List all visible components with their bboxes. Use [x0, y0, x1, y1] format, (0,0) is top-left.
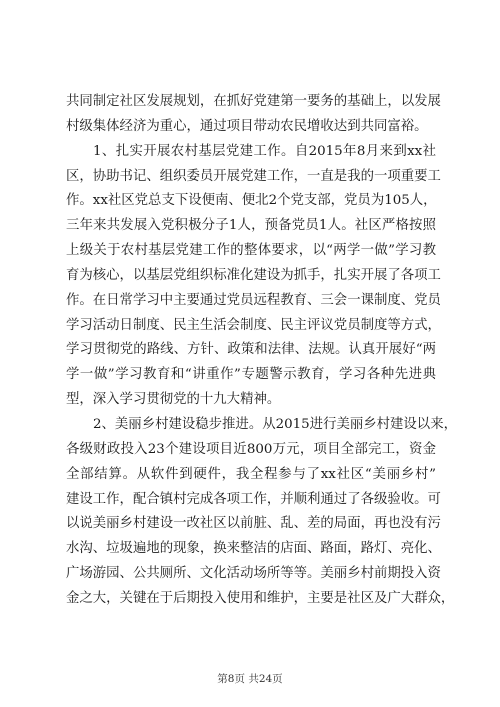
text-line: 村级集体经济为重心，通过项目带动农民增收达到共同富裕。	[66, 118, 428, 134]
text-line: 广场游园、公共厕所、文化活动场所等等。美丽乡村前期投入资	[66, 566, 441, 582]
text-line: 各级财政投入23个建设项目近800万元，项目全部完工，资金	[66, 441, 436, 457]
text-line: 学一做”学习教育和“讲重作”专题警示教育，学习各种先进典	[66, 367, 436, 383]
text-line: 水沟、垃圾遍地的现象，换来整洁的店面、路面，路灯、亮化、	[66, 541, 441, 557]
text-line: 型，深入学习贯彻党的十九大精神。	[66, 392, 281, 408]
document-body	[66, 90, 457, 612]
text-line: 共同制定社区发展规划，在抓好党建第一要务的基础上，以发展	[66, 94, 441, 109]
text-line: 作。在日常学习中主要通过党员远程教育、三会一课制度、党员	[66, 292, 441, 308]
page-footer: 第8页 共24页	[217, 673, 283, 685]
text-line: 建设工作，配合镇村完成各项工作，并顺利通过了各级验收。可	[66, 491, 441, 507]
text-line: 作。xx社区党总支下设便南、便北2个党支部，党员为105人，	[66, 193, 437, 209]
text-line: 2、美丽乡村建设稳步推进。从2015进行美丽乡村建设以来，	[93, 416, 457, 432]
text-line: 学习贯彻党的路线、方针、政策和法律、法规。认真开展好“两	[66, 342, 436, 358]
text-line: 育为核心，以基层党组织标准化建设为抓手，扎实开展了各项工	[66, 267, 441, 283]
text-line: 三年来共发展入党积极分子1人，预备党员1人。社区严格按照	[66, 218, 436, 234]
text-line: 区，协助书记、组织委员开展党建工作，一直是我的一项重要工	[66, 168, 441, 184]
text-line: 1、扎实开展农村基层党建工作。自2015年8月来到xx社	[93, 143, 436, 159]
text-line: 全部结算。从软件到硬件，我全程参与了xx社区“美丽乡村”	[66, 466, 436, 482]
text-line: 以说美丽乡村建设一改社区以前脏、乱、差的局面，再也没有污	[66, 516, 441, 532]
text-line: 金之大，关键在于后期投入使用和维护，主要是社区及广大群众，	[66, 590, 455, 606]
text-line: 上级关于农村基层党建工作的整体要求，以“两学一做”学习教	[66, 243, 436, 259]
text-line: 学习活动日制度、民主生活会制度、民主评议党员制度等方式，	[66, 317, 441, 333]
